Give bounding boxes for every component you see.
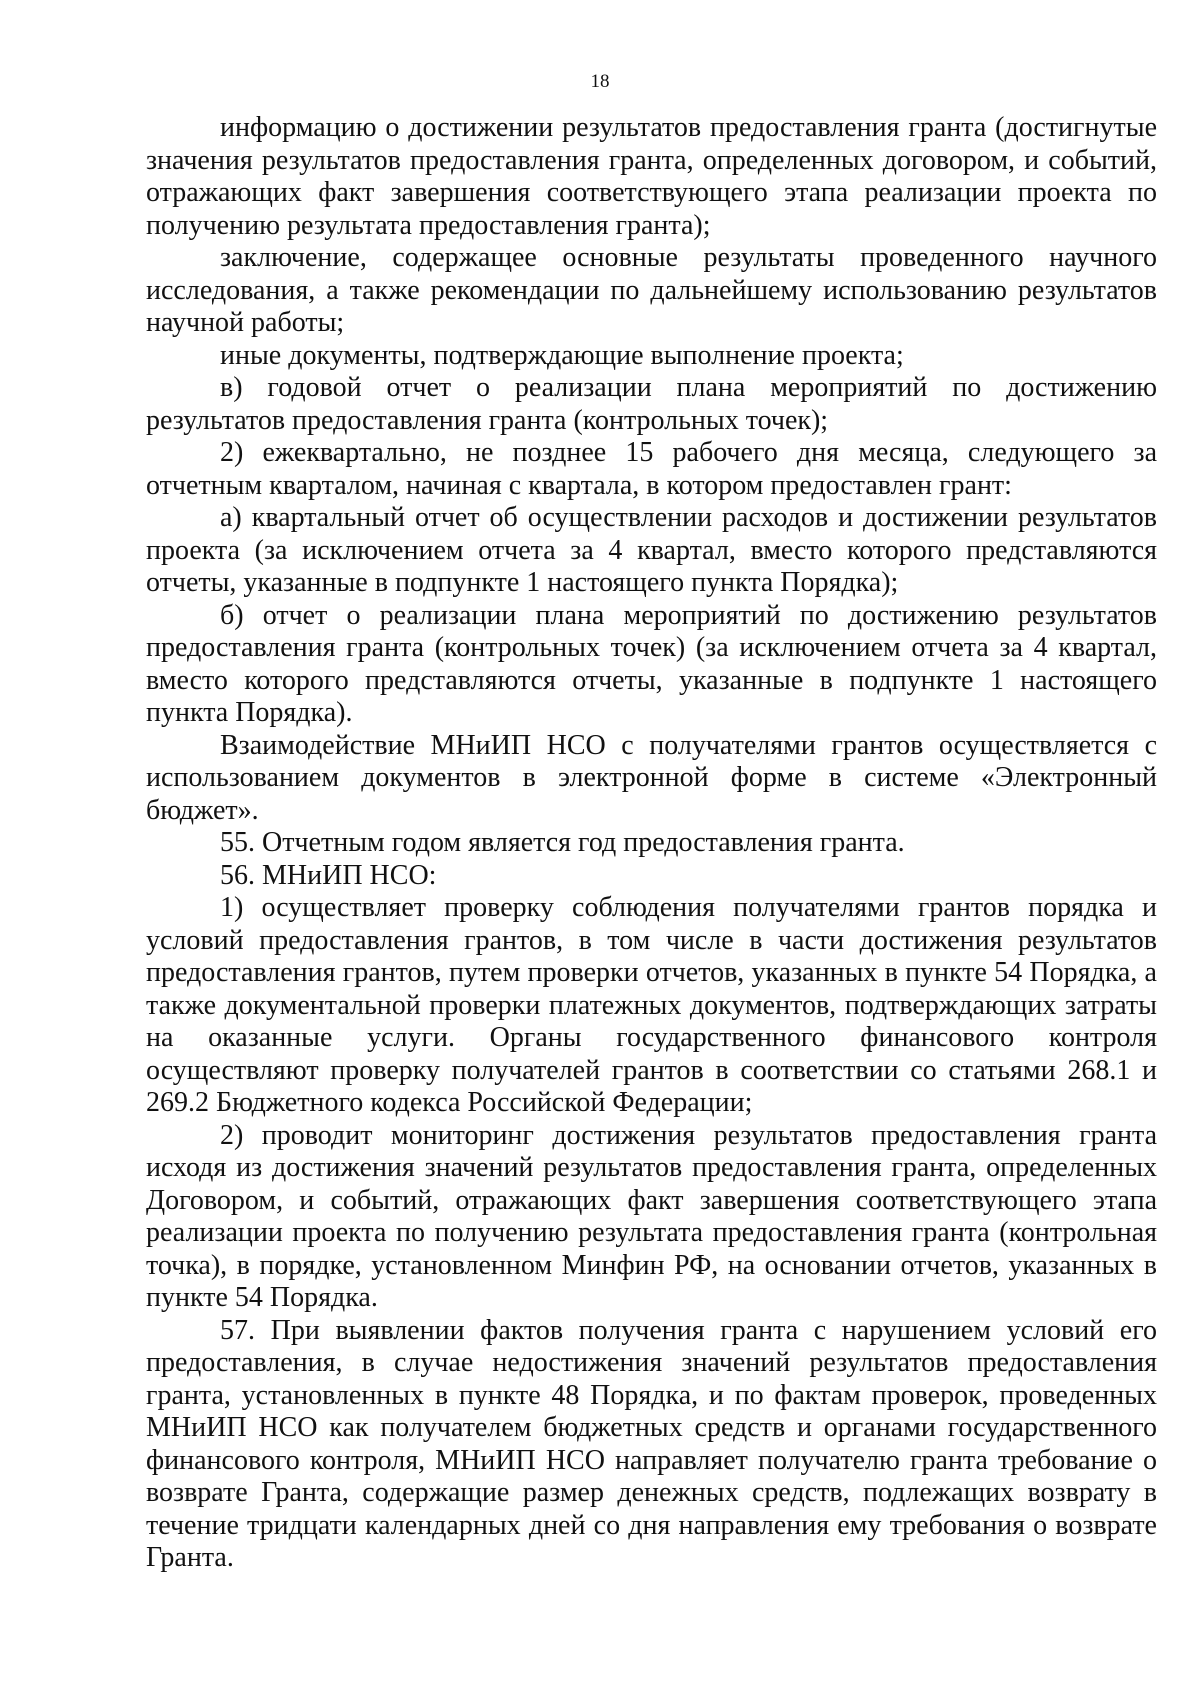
page-number: 18 bbox=[590, 71, 610, 92]
paragraph-electronic-budget: Взаимодействие МНиИП НСО с получателями грантов осуществляется с использованием документов в электронной форме в системе «Электронный бюджет». bbox=[146, 729, 1157, 826]
paragraph-item-56-1: 1) осуществляет проверку соблюдения получателями грантов порядка и условий предоставления грантов, в том числе в части достижения результатов предоставления грантов, путем проверки отчетов, указанных в пункте 54 Порядка, а также документальной проверки платежных документов, подтверждающих затраты на оказанные услуги. Органы государственного финансового контроля осуществляют проверку получателей грантов в соответствии со статьями 268.1 и 269.2 Бюджетного кодекса Российской Федерации; bbox=[146, 892, 1157, 1118]
paragraph-item-55: 55. Отчетным годом является год предоставления гранта. bbox=[220, 827, 905, 858]
paragraph-conclusion: заключение, содержащее основные результаты проведенного научного исследования, а также рекомендации по дальнейшему использованию результатов научной работы; bbox=[146, 242, 1157, 338]
paragraph-item-56: 56. МНиИП НСО: bbox=[220, 859, 437, 891]
document-body bbox=[146, 112, 1157, 1575]
paragraph-item-56-2: 2) проводит мониторинг достижения результатов предоставления гранта исходя из достижения значений результатов предоставления гранта, определенных Договором, и событий, отражающих факт завершения соответствующего этапа реализации проекта по получению результата предоставления гранта (контрольная точка), в порядке, установленном Минфин РФ, на основании отчетов, указанных в пункте 54 Порядка. bbox=[146, 1119, 1157, 1313]
paragraph-quarterly: 2) ежеквартально, не позднее 15 рабочего дня месяца, следующего за отчетным кварталом, начиная с квартала, в котором предоставлен грант: bbox=[146, 437, 1157, 501]
paragraph-quarterly-expenses-report: а) квартальный отчет об осуществлении расходов и достижении результатов проекта (за исключением отчета за 4 квартал, вместо которого представляются отчеты, указанные в подпункте 1 настоящего пункта Порядка); bbox=[146, 502, 1157, 598]
paragraph-item-57: 57. При выявлении фактов получения гранта с нарушением условий его предоставления, в случае недостижения значений результатов предоставления гранта, установленных в пункте 48 Порядка, и по фактам проверок, проведенных МНиИП НСО как получателем бюджетных средств и органами государственного финансового контроля, МНиИП НСО направляет получателю гранта требование о возврате Гранта, содержащие размер денежных средств, подлежащих возврату в течение тридцати календарных дней со дня направления ему требования о возврате Гранта. bbox=[146, 1314, 1157, 1573]
paragraph-report-info: информацию о достижении результатов предоставления гранта (достигнутые значения результатов предоставления гранта, определенных договором, и событий, отражающих факт завершения соответствующего этапа реализации проекта по получению результата предоставления гранта); bbox=[146, 112, 1157, 241]
paragraph-annual-report: в) годовой отчет о реализации плана мероприятий по достижению результатов предоставления гранта (контрольных точек); bbox=[146, 372, 1157, 436]
paragraph-other-documents: иные документы, подтверждающие выполнение проекта; bbox=[220, 339, 904, 371]
paragraph-plan-report: б) отчет о реализации плана мероприятий по достижению результатов предоставления гранта (контрольных точек) (за исключением отчета за 4 квартал, вместо которого представляются отчеты, указанные в подпункте 1 настоящего пункта Порядка). bbox=[146, 599, 1157, 728]
